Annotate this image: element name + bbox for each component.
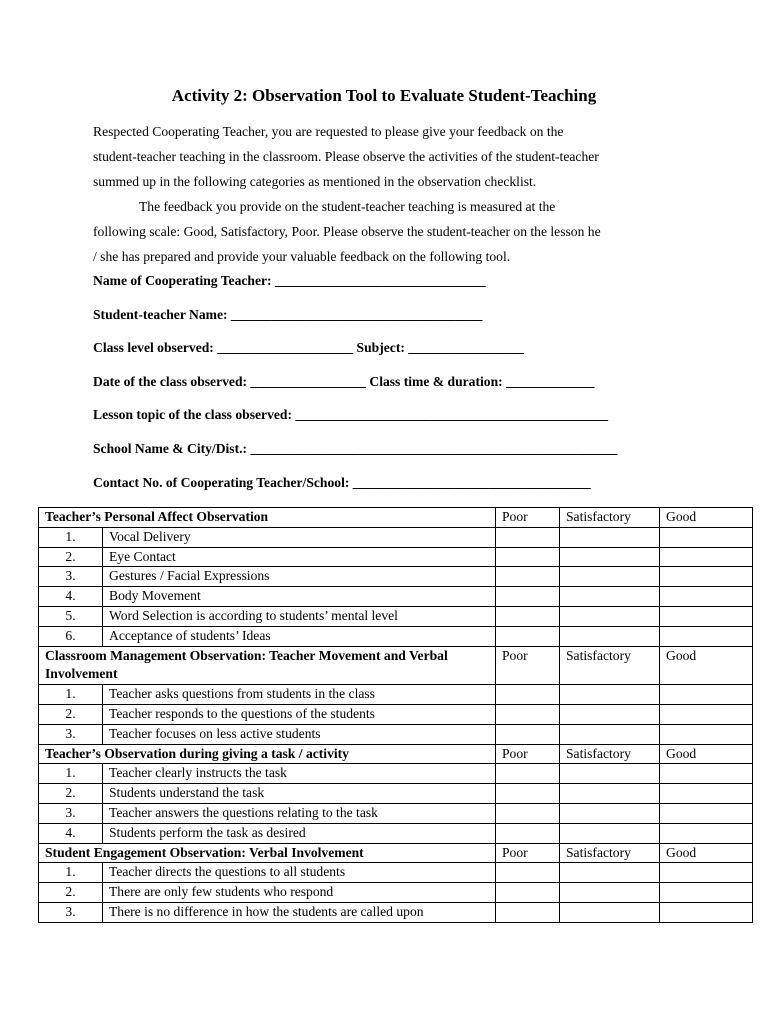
rating-cell-good[interactable] bbox=[660, 567, 753, 587]
rating-cell-poor[interactable] bbox=[496, 704, 560, 724]
intro-text bbox=[93, 119, 683, 269]
rating-cell-poor[interactable] bbox=[496, 883, 560, 903]
table-row bbox=[39, 764, 753, 784]
item-number: 3. bbox=[39, 803, 103, 823]
section-heading: Classroom Management Observation: Teacher Movement and Verbal Involvement bbox=[39, 646, 496, 685]
lesson-topic-field[interactable]: Lesson topic of the class observed: ______________________________________________ bbox=[93, 407, 609, 422]
item-text: There is no difference in how the students are called upon bbox=[103, 902, 496, 922]
item-number: 3. bbox=[39, 567, 103, 587]
table-row bbox=[39, 823, 753, 843]
table-row bbox=[39, 704, 753, 724]
item-text: There are only few students who respond bbox=[103, 883, 496, 903]
rating-cell-good[interactable] bbox=[660, 883, 753, 903]
rating-cell-satisfactory[interactable] bbox=[560, 567, 660, 587]
rating-cell-satisfactory[interactable] bbox=[560, 764, 660, 784]
rating-cell-poor[interactable] bbox=[496, 902, 560, 922]
rating-cell-poor[interactable] bbox=[496, 863, 560, 883]
section-heading: Student Engagement Observation: Verbal Involvement bbox=[39, 843, 496, 863]
rating-cell-poor[interactable] bbox=[496, 606, 560, 626]
rating-column-header: Good bbox=[660, 843, 753, 863]
section-header-row bbox=[39, 646, 753, 685]
school-name-field[interactable]: School Name & City/Dist.: ______________________________________________________ bbox=[93, 441, 618, 456]
rating-cell-satisfactory[interactable] bbox=[560, 724, 660, 744]
intro-line: The feedback you provide on the student-teacher teaching is measured at the bbox=[139, 199, 556, 214]
rating-cell-satisfactory[interactable] bbox=[560, 704, 660, 724]
item-number: 3. bbox=[39, 902, 103, 922]
table-row bbox=[39, 784, 753, 804]
rating-cell-poor[interactable] bbox=[496, 724, 560, 744]
rating-cell-satisfactory[interactable] bbox=[560, 626, 660, 646]
rating-cell-satisfactory[interactable] bbox=[560, 685, 660, 705]
rating-cell-poor[interactable] bbox=[496, 547, 560, 567]
section-header-row bbox=[39, 744, 753, 764]
item-text: Students perform the task as desired bbox=[103, 823, 496, 843]
table-row bbox=[39, 547, 753, 567]
rating-cell-satisfactory[interactable] bbox=[560, 863, 660, 883]
item-text: Teacher directs the questions to all students bbox=[103, 863, 496, 883]
item-number: 4. bbox=[39, 823, 103, 843]
item-number: 1. bbox=[39, 863, 103, 883]
rating-cell-poor[interactable] bbox=[496, 803, 560, 823]
rating-cell-poor[interactable] bbox=[496, 587, 560, 607]
item-text: Teacher focuses on less active students bbox=[103, 724, 496, 744]
rating-cell-satisfactory[interactable] bbox=[560, 784, 660, 804]
rating-cell-good[interactable] bbox=[660, 803, 753, 823]
rating-cell-good[interactable] bbox=[660, 764, 753, 784]
item-text: Teacher asks questions from students in the class bbox=[103, 685, 496, 705]
intro-line: Respected Cooperating Teacher, you are requested to please give your feedback on the bbox=[93, 124, 564, 139]
rating-column-header: Poor bbox=[496, 843, 560, 863]
item-text: Teacher responds to the questions of the students bbox=[103, 704, 496, 724]
item-number: 2. bbox=[39, 704, 103, 724]
table-row bbox=[39, 685, 753, 705]
item-text: Teacher answers the questions relating to the task bbox=[103, 803, 496, 823]
rating-cell-poor[interactable] bbox=[496, 567, 560, 587]
item-number: 2. bbox=[39, 547, 103, 567]
table-row bbox=[39, 626, 753, 646]
rating-cell-poor[interactable] bbox=[496, 626, 560, 646]
section-heading: Teacher’s Observation during giving a task / activity bbox=[39, 744, 496, 764]
table-row bbox=[39, 724, 753, 744]
table-row bbox=[39, 803, 753, 823]
table-row bbox=[39, 863, 753, 883]
rating-column-header: Satisfactory bbox=[560, 744, 660, 764]
intro-line: student-teacher teaching in the classroom. Please observe the activities of the student-teacher bbox=[93, 149, 599, 164]
rating-cell-good[interactable] bbox=[660, 606, 753, 626]
rating-column-header: Poor bbox=[496, 744, 560, 764]
rating-cell-good[interactable] bbox=[660, 685, 753, 705]
table-row bbox=[39, 606, 753, 626]
item-text: Body Movement bbox=[103, 587, 496, 607]
item-text: Students understand the task bbox=[103, 784, 496, 804]
rating-column-header: Satisfactory bbox=[560, 646, 660, 685]
rating-cell-good[interactable] bbox=[660, 626, 753, 646]
section-heading: Teacher’s Personal Affect Observation bbox=[39, 508, 496, 528]
cooperating-teacher-name-field[interactable]: Name of Cooperating Teacher: _______________________________ bbox=[93, 273, 486, 288]
intro-line: summed up in the following categories as mentioned in the observation checklist. bbox=[93, 174, 537, 189]
rating-cell-satisfactory[interactable] bbox=[560, 527, 660, 547]
page-title: Activity 2: Observation Tool to Evaluate Student-Teaching bbox=[171, 86, 597, 105]
intro-paragraph-2 bbox=[93, 194, 683, 269]
rating-cell-satisfactory[interactable] bbox=[560, 902, 660, 922]
item-text: Vocal Delivery bbox=[103, 527, 496, 547]
rating-cell-good[interactable] bbox=[660, 587, 753, 607]
contact-number-field[interactable]: Contact No. of Cooperating Teacher/School: ___________________________________ bbox=[93, 475, 591, 490]
table-row bbox=[39, 567, 753, 587]
rating-cell-good[interactable] bbox=[660, 863, 753, 883]
rating-cell-satisfactory[interactable] bbox=[560, 823, 660, 843]
table-row bbox=[39, 902, 753, 922]
table-row bbox=[39, 527, 753, 547]
item-text: Gestures / Facial Expressions bbox=[103, 567, 496, 587]
item-text: Teacher clearly instructs the task bbox=[103, 764, 496, 784]
item-number: 2. bbox=[39, 784, 103, 804]
item-number: 1. bbox=[39, 527, 103, 547]
rating-cell-good[interactable] bbox=[660, 784, 753, 804]
class-level-subject-field[interactable]: Class level observed: ____________________ Subject: _________________ bbox=[93, 340, 524, 355]
rating-column-header: Poor bbox=[496, 508, 560, 528]
rating-cell-poor[interactable] bbox=[496, 527, 560, 547]
rating-cell-satisfactory[interactable] bbox=[560, 547, 660, 567]
rating-cell-good[interactable] bbox=[660, 724, 753, 744]
section-header-row bbox=[39, 843, 753, 863]
intro-paragraph-1 bbox=[93, 119, 683, 194]
item-text: Acceptance of students’ Ideas bbox=[103, 626, 496, 646]
intro-line: following scale: Good, Satisfactory, Poor. Please observe the student-teacher on the lesson he bbox=[93, 224, 601, 239]
student-teacher-name-field[interactable]: Student-teacher Name: _____________________________________ bbox=[93, 307, 483, 322]
item-text: Eye Contact bbox=[103, 547, 496, 567]
item-number: 2. bbox=[39, 883, 103, 903]
date-time-field[interactable]: Date of the class observed: _________________ Class time & duration: _____________ bbox=[93, 374, 595, 389]
rating-cell-good[interactable] bbox=[660, 547, 753, 567]
rating-cell-good[interactable] bbox=[660, 527, 753, 547]
section-header-row bbox=[39, 508, 753, 528]
rating-cell-satisfactory[interactable] bbox=[560, 587, 660, 607]
rating-column-header: Satisfactory bbox=[560, 843, 660, 863]
rating-cell-poor[interactable] bbox=[496, 764, 560, 784]
rating-cell-satisfactory[interactable] bbox=[560, 883, 660, 903]
rating-column-header: Good bbox=[660, 508, 753, 528]
rating-cell-poor[interactable] bbox=[496, 685, 560, 705]
rating-cell-good[interactable] bbox=[660, 823, 753, 843]
rating-cell-good[interactable] bbox=[660, 704, 753, 724]
item-number: 6. bbox=[39, 626, 103, 646]
item-number: 5. bbox=[39, 606, 103, 626]
rating-cell-good[interactable] bbox=[660, 902, 753, 922]
rating-column-header: Satisfactory bbox=[560, 508, 660, 528]
rating-cell-poor[interactable] bbox=[496, 823, 560, 843]
item-number: 1. bbox=[39, 764, 103, 784]
rating-column-header: Poor bbox=[496, 646, 560, 685]
rating-cell-satisfactory[interactable] bbox=[560, 606, 660, 626]
intro-line: / she has prepared and provide your valuable feedback on the following tool. bbox=[93, 249, 511, 264]
rating-cell-satisfactory[interactable] bbox=[560, 803, 660, 823]
item-number: 1. bbox=[39, 685, 103, 705]
item-number: 4. bbox=[39, 587, 103, 607]
observation-checklist-table bbox=[38, 507, 753, 923]
rating-cell-poor[interactable] bbox=[496, 784, 560, 804]
item-text: Word Selection is according to students’ mental level bbox=[103, 606, 496, 626]
rating-column-header: Good bbox=[660, 646, 753, 685]
rating-column-header: Good bbox=[660, 744, 753, 764]
table-row bbox=[39, 587, 753, 607]
item-number: 3. bbox=[39, 724, 103, 744]
table-row bbox=[39, 883, 753, 903]
